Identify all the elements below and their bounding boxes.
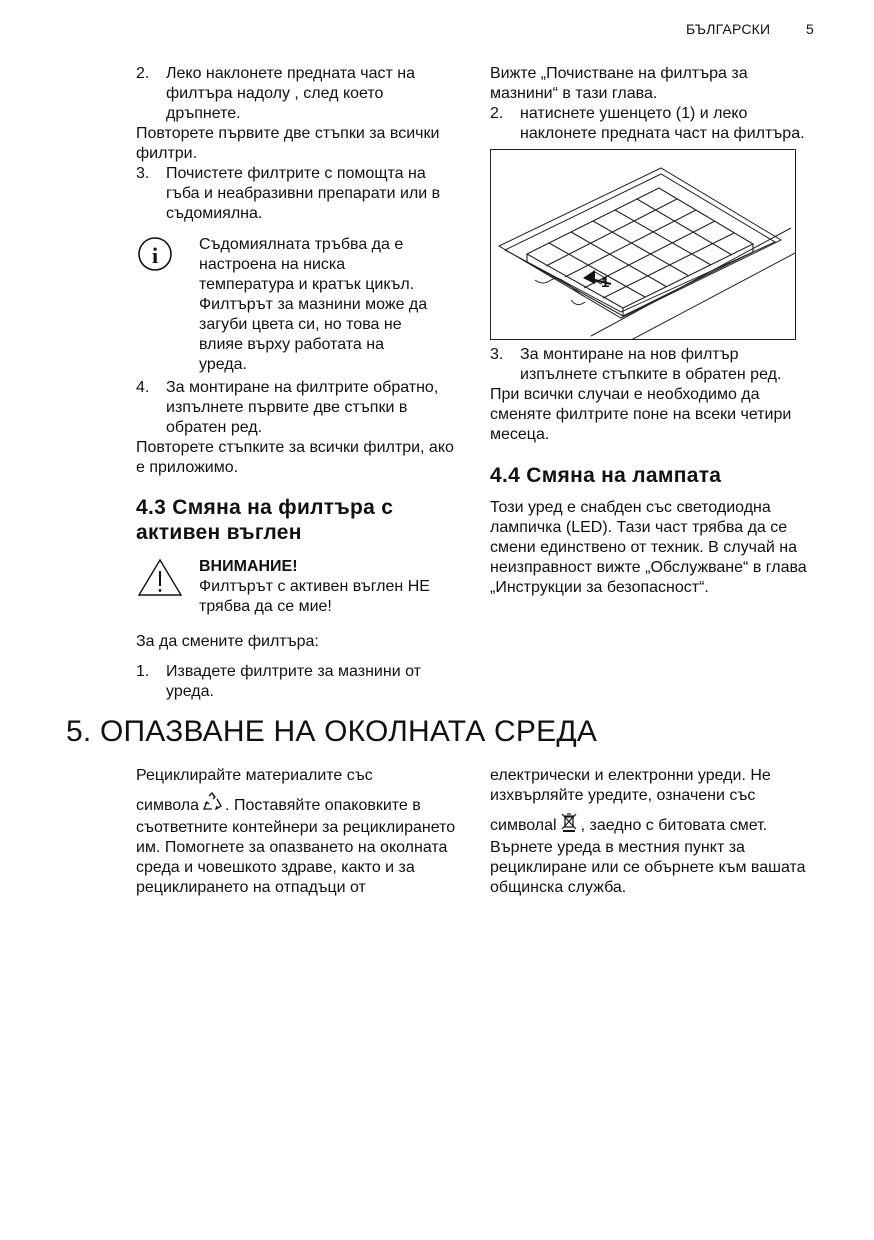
paragraph: Рециклирайте материалите със	[136, 767, 373, 784]
warning-icon	[136, 557, 196, 617]
paragraph: Повторете стъпките за всички филтри, ако е приложимо.	[136, 439, 454, 476]
crossed-bin-icon	[559, 812, 579, 838]
list-number: 3.	[136, 165, 150, 182]
step-text: Почистете филтрите с помощта на гъба и неабразивни препарати или в съдомиялна.	[166, 165, 441, 222]
list-item	[136, 164, 461, 224]
section-4-4-title: 4.4 Смяна на лампата	[490, 464, 722, 487]
section-5-left-text	[136, 766, 461, 898]
warning-title: ВНИМАНИЕ!	[199, 558, 298, 575]
info-icon	[136, 235, 196, 375]
list-item	[136, 378, 461, 438]
list-item	[490, 345, 815, 385]
paragraph: При всички случаи е необходимо да сменяте филтрите поне на всеки четири месеца.	[490, 386, 792, 443]
page-number: 5	[806, 21, 814, 37]
step-text: За монтиране на нов филтър изпълнете стъпките в обратен ред.	[520, 346, 782, 383]
info-note-text: Съдомиялната тръбва да е настроена на ниска температура и кратък цикъл. Филтърът за мазнини може да загуби цвета си, но това не влияе върху работата на уреда.	[199, 236, 428, 373]
paragraph	[490, 812, 815, 898]
step-text: Леко наклонете предната част на филтъра надолу , след което дръпнете.	[166, 65, 416, 122]
section-5-right-text	[490, 766, 815, 898]
svg-text:i: i	[151, 243, 159, 268]
text-fragment: . Поставяйте опаковките в съответните контейнери за рециклирането им. Помогнете за опазването на околната среда и човешкото здраве, както и за рециклирането на отпадъци от	[136, 797, 456, 896]
paragraph: Този уред е снабден със светодиодна лампичка (LED). Тази част трябва да се смени единствено от техник. В случай на неизправност вижте „Обслужване“ в глава „Инструкции за безопасност“.	[490, 499, 807, 596]
text-fragment: символаl	[490, 817, 557, 834]
right-column	[490, 64, 815, 598]
list-number: 1.	[136, 663, 150, 680]
warning-body	[199, 557, 449, 617]
list-item	[136, 64, 461, 124]
filter-illustration	[490, 149, 796, 340]
step-text: натиснете ушенцето (1) и леко наклонете предната част на филтъра.	[520, 105, 805, 142]
paragraph	[136, 792, 461, 898]
paragraph: Повторете първите две стъпки за всички филтри.	[136, 125, 440, 162]
left-column	[136, 64, 461, 702]
list-item	[490, 104, 815, 144]
warning-note	[136, 557, 461, 617]
info-note	[136, 235, 461, 375]
list-item	[136, 662, 461, 702]
list-number: 4.	[136, 379, 150, 396]
recycle-icon	[201, 792, 223, 818]
paragraph: За да смените филтъра:	[136, 633, 319, 650]
list-number: 3.	[490, 346, 504, 363]
text-fragment: символа	[136, 797, 200, 814]
list-number: 2.	[136, 65, 150, 82]
paragraph: Вижте „Почистване на филтъра за мазнини“ в тази глава.	[490, 65, 748, 102]
text-fragment: , заедно с битовата смет. Върнете уреда в местния пункт за рециклиране или се обърнете към вашата общинска служба.	[490, 817, 806, 896]
step-text: За монтиране на филтрите обратно, изпълнете първите две стъпки в обратен ред.	[166, 379, 439, 436]
section-5-title: 5. ОПАЗВАНЕ НА ОКОЛНАТА СРЕДА	[66, 715, 598, 748]
figure-label: 1	[601, 274, 610, 291]
paragraph: електрически и електронни уреди. Не изхвърляйте уредите, означени със	[490, 767, 771, 804]
warning-text: Филтърът с активен въглен НЕ трябва да се мие!	[199, 578, 430, 615]
list-number: 2.	[490, 105, 504, 122]
section-4-3-title: 4.3 Смяна на филтъра с активен въглен	[136, 496, 394, 544]
step-text: Извадете филтрите за мазнини от уреда.	[166, 663, 421, 700]
header-language: БЪЛГАРСКИ	[686, 21, 771, 37]
